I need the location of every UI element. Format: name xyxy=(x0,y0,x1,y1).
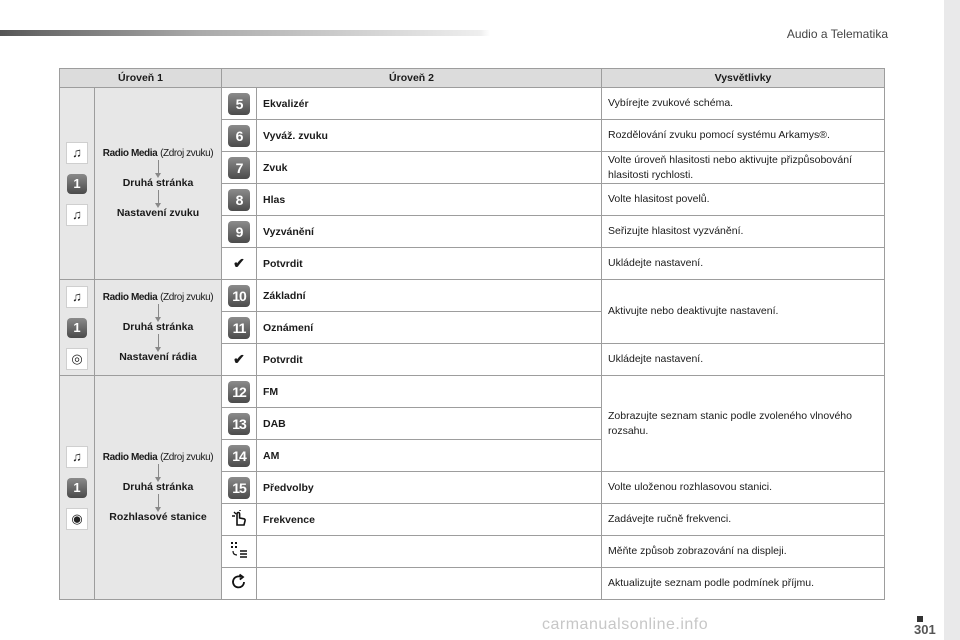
music-settings-icon: ♫ xyxy=(66,204,88,226)
setting-name: Zvuk xyxy=(257,152,602,184)
number-badge-10: 10 xyxy=(228,285,250,307)
table-row xyxy=(60,88,885,120)
level1-menu-sound xyxy=(95,88,222,280)
watermark: carmanualsonline.info xyxy=(542,616,709,633)
level1-icons-sound xyxy=(60,88,95,280)
setting-name: AM xyxy=(257,440,602,472)
column-header-explanations: Vysvětlivky xyxy=(602,69,885,88)
arrow-down-icon xyxy=(158,494,159,508)
number-badge-13: 13 xyxy=(228,413,250,435)
setting-name: Vyváž. zvuku xyxy=(257,120,602,152)
setting-desc: Seřizujte hlasitost vyzvánění. xyxy=(602,216,885,248)
number-badge-5: 5 xyxy=(228,93,250,115)
checkmark-icon: ✔ xyxy=(233,351,245,367)
setting-desc: Volte uloženou rozhlasovou stanici. xyxy=(602,472,885,504)
setting-desc: Aktualizujte seznam podle podmínek příjmu. xyxy=(602,568,885,600)
setting-desc: Ukládejte nastavení. xyxy=(602,344,885,376)
step-badge: 1 xyxy=(67,478,87,498)
arrow-down-icon xyxy=(158,464,159,478)
radio-settings-icon: ◎ xyxy=(66,348,88,370)
setting-name: Ekvalizér xyxy=(257,88,602,120)
menu-source: Radio Media (Zdroj zvuku) xyxy=(102,452,214,463)
table-row xyxy=(60,376,885,408)
setting-desc-merged: Zobrazujte seznam stanic podle zvoleného vlnového rozsahu. xyxy=(602,376,885,472)
menu-second-page: Druhá stránka xyxy=(122,481,194,493)
setting-name: Frekvence xyxy=(257,504,602,536)
number-badge-9: 9 xyxy=(228,221,250,243)
table-row xyxy=(60,280,885,312)
setting-desc-merged: Aktivujte nebo deaktivujte nastavení. xyxy=(602,280,885,344)
setting-desc: Měňte způsob zobrazování na displeji. xyxy=(602,536,885,568)
number-badge-7: 7 xyxy=(228,157,250,179)
step-badge: 1 xyxy=(67,174,87,194)
number-badge-12: 12 xyxy=(228,381,250,403)
step-badge: 1 xyxy=(67,318,87,338)
setting-desc: Rozdělování zvuku pomocí systému Arkamys®. xyxy=(602,120,885,152)
arrow-down-icon xyxy=(158,190,159,204)
setting-name: Vyzvánění xyxy=(257,216,602,248)
page-number: 301 xyxy=(914,622,936,637)
arrow-down-icon xyxy=(158,304,159,318)
music-note-icon: ♫ xyxy=(66,286,88,308)
menu-source: Radio Media (Zdroj zvuku) xyxy=(102,292,214,303)
setting-desc: Volte hlasitost povelů. xyxy=(602,184,885,216)
section-title: Audio a Telematika xyxy=(786,27,888,41)
level1-icons-stations xyxy=(60,376,95,600)
level1-menu-stations xyxy=(95,376,222,600)
menu-second-page: Druhá stránka xyxy=(122,177,194,189)
setting-name xyxy=(257,568,602,600)
settings-table xyxy=(59,68,885,600)
refresh-icon xyxy=(229,572,249,592)
table-header-row xyxy=(60,69,885,88)
menu-radio-settings: Nastavení rádia xyxy=(119,351,197,363)
checkmark-icon: ✔ xyxy=(233,255,245,271)
setting-desc: Vybírejte zvukové schéma. xyxy=(602,88,885,120)
page-edge-strip xyxy=(944,0,960,640)
list-display-icon xyxy=(229,540,249,560)
setting-desc: Ukládejte nastavení. xyxy=(602,248,885,280)
number-badge-11: 11 xyxy=(228,317,250,339)
arrow-down-icon xyxy=(158,334,159,348)
setting-desc: Volte úroveň hlasitosti nebo aktivujte přizpůsobování hlasitosti rychlosti. xyxy=(602,152,885,184)
setting-name: DAB xyxy=(257,408,602,440)
menu-second-page: Druhá stránka xyxy=(122,321,194,333)
header-decoration-bar xyxy=(0,30,490,36)
number-badge-8: 8 xyxy=(228,189,250,211)
setting-name: FM xyxy=(257,376,602,408)
setting-name: Hlas xyxy=(257,184,602,216)
setting-name: Základní xyxy=(257,280,602,312)
music-note-icon: ♫ xyxy=(66,142,88,164)
menu-source: Radio Media (Zdroj zvuku) xyxy=(102,148,214,159)
radio-station-icon: ◉ xyxy=(66,508,88,530)
setting-name: Potvrdit xyxy=(257,344,602,376)
column-header-level1: Úroveň 1 xyxy=(60,69,222,88)
touch-hand-icon xyxy=(229,508,249,528)
setting-name: Předvolby xyxy=(257,472,602,504)
music-note-icon: ♫ xyxy=(66,446,88,468)
column-header-level2: Úroveň 2 xyxy=(222,69,602,88)
menu-sound-settings: Nastavení zvuku xyxy=(116,207,200,219)
number-badge-15: 15 xyxy=(228,477,250,499)
setting-desc: Zadávejte ručně frekvenci. xyxy=(602,504,885,536)
setting-name: Potvrdit xyxy=(257,248,602,280)
menu-radio-stations: Rozhlasové stanice xyxy=(109,511,207,523)
arrow-down-icon xyxy=(158,160,159,174)
level1-icons-radio xyxy=(60,280,95,376)
number-badge-14: 14 xyxy=(228,445,250,467)
number-badge-6: 6 xyxy=(228,125,250,147)
setting-name xyxy=(257,536,602,568)
level1-menu-radio xyxy=(95,280,222,376)
setting-name: Oznámení xyxy=(257,312,602,344)
